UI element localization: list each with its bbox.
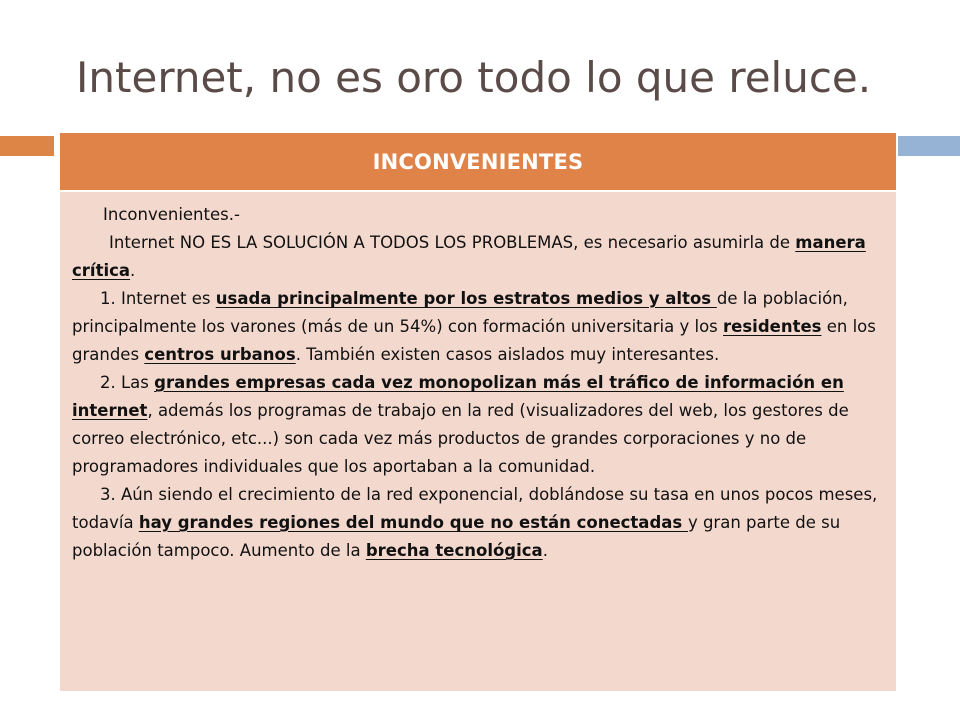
point-3-emphasis: hay grandes regiones del mundo que no están conectadas <box>138 513 688 532</box>
point-1-text: 1. Internet es <box>100 289 216 308</box>
point-1-text: de la población, principalmente los varones (más de un 54%) con formación universitaria y los <box>72 289 848 336</box>
point-3-text: y gran parte de su población tampoco. Aumento de la <box>72 513 841 560</box>
point-2 <box>72 369 884 481</box>
point-1-text: . También existen casos aislados muy interesantes. <box>295 345 720 364</box>
point-2-text: 2. Las <box>100 373 155 392</box>
point-1-emphasis: residentes <box>723 317 822 336</box>
accent-bar-left <box>0 136 54 156</box>
point-1 <box>72 285 884 369</box>
slide-title: Internet, no es oro todo lo que reluce. <box>76 53 872 102</box>
point-2-text: , además los programas de trabajo en la red (visualizadores del web, los gestores de correo electrónico, etc...) son cada vez más productos de grandes corporaciones y no de programadores individuales que los aportaban a la comunidad. <box>72 401 849 476</box>
inconvenientes-table <box>60 133 896 691</box>
accent-bar-right <box>898 136 960 156</box>
table-content <box>72 201 884 565</box>
intro-line <box>72 229 884 285</box>
point-2-emphasis: grandes empresas cada vez monopolizan más el tráfico de información en internet <box>72 373 844 420</box>
intro-underlined: manera crítica <box>72 233 866 280</box>
point-1-emphasis: usada principalmente por los estratos medios y altos <box>215 289 717 308</box>
point-3-text: . <box>542 541 548 560</box>
point-1-emphasis: centros urbanos <box>144 345 296 364</box>
point-1-text: en los grandes <box>72 317 876 364</box>
point-3-emphasis: brecha tecnológica <box>365 541 543 560</box>
point-3-text: 3. Aún siendo el crecimiento de la red exponencial, doblándose su tasa en unos pocos meses, todavía <box>72 485 878 532</box>
intro-heading: Inconvenientes.- <box>103 205 240 224</box>
table-header-label: INCONVENIENTES <box>372 149 584 174</box>
point-3 <box>72 481 884 565</box>
intro-text: Internet NO ES LA SOLUCIÓN A TODOS LOS PROBLEMAS, es necesario asumirla de <box>109 233 796 252</box>
table-header <box>60 133 896 192</box>
intro-text-end: . <box>130 261 136 280</box>
table-body <box>60 192 896 691</box>
